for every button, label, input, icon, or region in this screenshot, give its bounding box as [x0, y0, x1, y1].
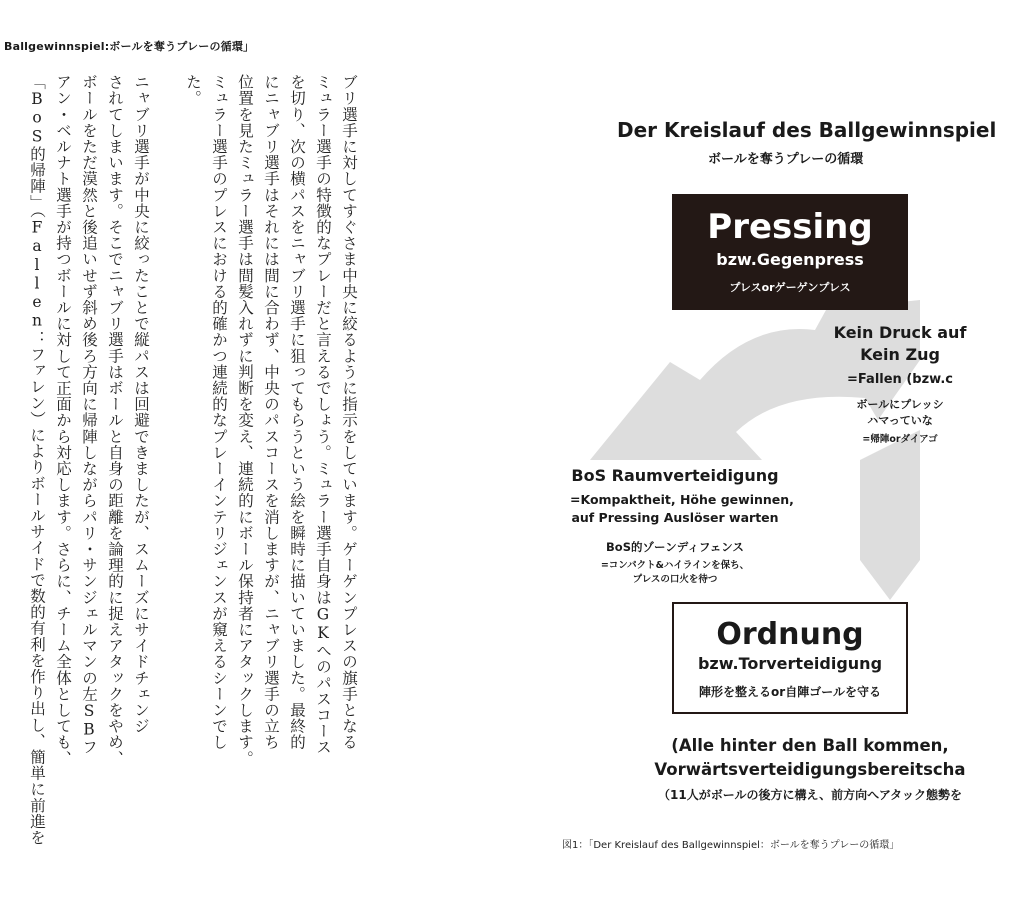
fallen-line2: Kein Zug	[860, 345, 940, 364]
fallen-jp2: ハマっていな	[867, 414, 933, 427]
pressing-subtitle: bzw.Gegenpress	[716, 250, 864, 269]
pressing-box	[672, 194, 908, 310]
body-column: 「BoS的帰陣」（Fallen：ファレン）によりボールサイドで数的有利を作り出し、簡単に前進を	[28, 74, 46, 846]
fallen-block	[780, 322, 1020, 445]
bos-jp1: =コンパクト&ハイラインを保ち、	[600, 560, 750, 571]
bos-jp-title: BoS的ゾーンディフェンス	[606, 540, 744, 554]
bos-line2: auf Pressing Auslöser warten	[571, 510, 779, 525]
pressing-jp: プレスorゲーゲンプレス	[729, 281, 851, 294]
body-column	[156, 74, 180, 764]
body-column: ボールをただ漠然と後追いせず斜め後ろ方向に帰陣しながらパリ・サンジェルマンの左SBフ	[80, 74, 98, 756]
cycle-arrow-tail	[860, 430, 920, 600]
bos-jp2: プレスの口火を待つ	[632, 574, 718, 585]
ordnung-subtitle: bzw.Torverteidigung	[697, 654, 883, 673]
figure-caption: 図1：「Der Kreislauf des Ballgewinnspiel：ボールを奪うプレーの循環」	[562, 840, 900, 851]
body-column: アン・ベルナト選手が持つボールに対して正面から対応します。さらに、チーム全体としても、	[54, 74, 72, 767]
pressing-title: Pressing	[707, 207, 873, 247]
bos-title: BoS Raumverteidigung	[571, 466, 779, 485]
bottom-line2: Vorwärtsverteidigungsbereitscha	[654, 760, 966, 779]
body-column: にニャブリ選手はそれには間に合わず、中央のパスコースを消しますが、ニャブリ選手の立ち	[262, 74, 280, 751]
fallen-line3: =Fallen (bzw.c	[847, 372, 953, 387]
fallen-line1: Kein Druck auf	[833, 323, 967, 342]
bottom-block	[630, 734, 990, 803]
body-column: ブリ選手に対してすぐさま中央に絞るように指示をしています。ゲーゲンプレスの旗手となる	[340, 74, 358, 751]
diagram-subtitle: ボールを奪うプレーの循環	[708, 152, 864, 167]
body-column: ニャブリ選手が中央に絞ったことで縦パスは回避できましたが、スムーズにサイドチェンジ	[132, 74, 150, 735]
diagram-title: Der Kreislauf des Ballgewinnspiel	[617, 118, 997, 142]
ordnung-title: Ordnung	[716, 617, 864, 652]
bottom-line1: (Alle hinter den Ball kommen,	[671, 736, 949, 755]
fallen-jp1: ボールにプレッシ	[856, 398, 944, 411]
fallen-jp3: =帰陣orダイアゴ	[862, 434, 938, 445]
body-column: されてしまいます。そこでニャブリ選手はボールと自身の距離を論理的に捉えアタックをやめ、	[106, 74, 124, 767]
body-column: 位置を見たミュラー選手は間髪入れずに判断を変え、連続的にボール保持者にアタックします。	[236, 74, 254, 767]
ordnung-box	[672, 602, 908, 714]
body-column: を切り、次の横パスをニャブリ選手に狙ってもらうという絵を瞬時に描いていました。最終的	[288, 74, 306, 751]
body-column: た。	[184, 74, 202, 107]
cycle-diagram	[560, 0, 997, 920]
vertical-body-text	[10, 74, 362, 846]
running-head: Ballgewinnspiel:ボールを奪うプレーの循環」	[4, 40, 255, 53]
bos-block	[570, 466, 794, 587]
body-column: ミュラー選手の特徴的なプレーだと言えるでしょう。ミュラー選手自身はGKへのパスコース	[314, 74, 332, 756]
bos-line1: =Kompaktheit, Höhe gewinnen,	[570, 492, 794, 507]
body-column: ミュラー選手のプレスにおける的確かつ連続的なプレーインテリジェンスが窺えるシーンでし	[210, 74, 228, 751]
bottom-jp: （11人がボールの後方に構え、前方向へアタック態勢を	[658, 788, 962, 802]
ordnung-jp: 陣形を整えるor自陣ゴールを守る	[699, 685, 881, 699]
